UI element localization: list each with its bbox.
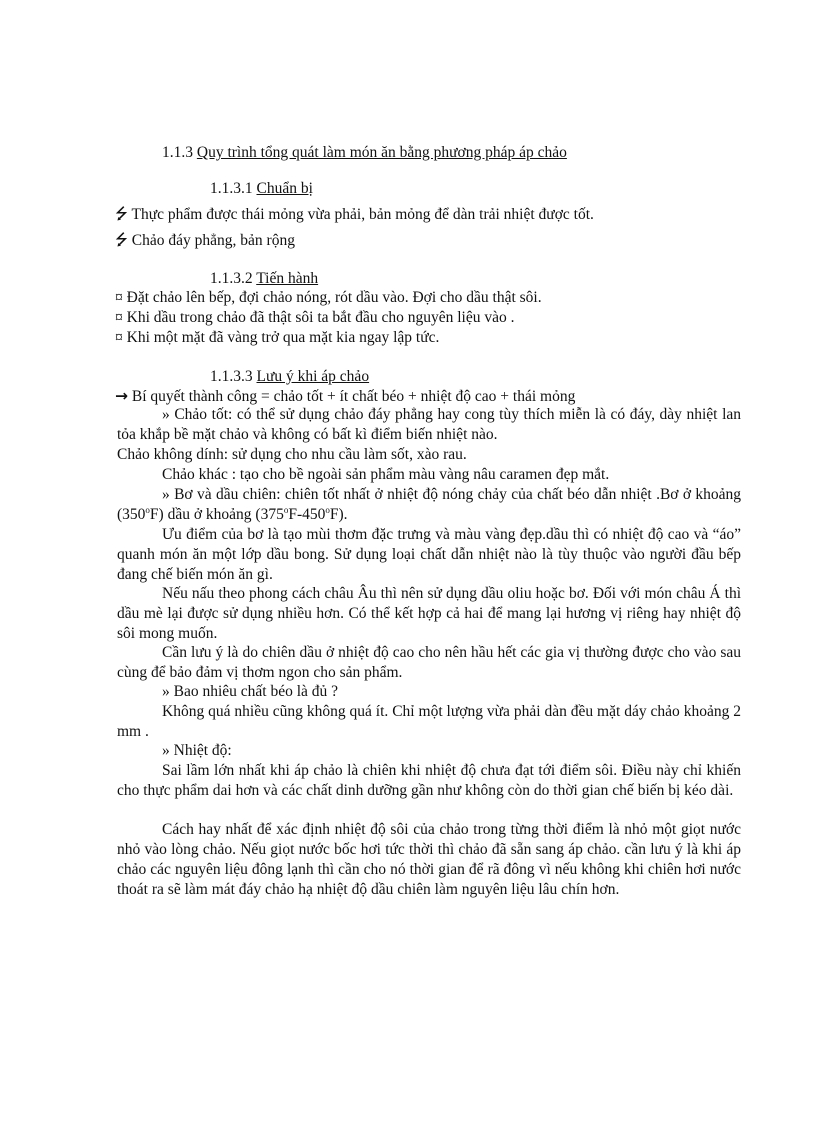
process-item-text: Khi dầu trong chảo đã thật sôi ta bắt đầu cho nguyên liệu vào . (126, 309, 515, 326)
process-item-text: Khi một mặt đã vàng trở qua mặt kia ngay lập tức. (126, 329, 440, 346)
pan-good-paragraph: » Chảo tốt: có thể sử dụng chảo đáy phẳng hay cong tùy thích miễn là có đáy, dày nhiệt lan tỏa khắp bề mặt chảo và không có bất kì điểm biến nhiệt nào. (117, 406, 741, 443)
section-title: Quy trình tổng quát làm món ăn bằng phương pháp áp chảo (196, 144, 567, 161)
fat-answer-paragraph: Không quá nhiều cũng không quá ít. Chỉ một lượng vừa phải dàn đều mặt dáy chảo khoảng 2 mm . (117, 703, 741, 740)
prep-title: Chuẩn bị (256, 180, 313, 197)
pan-nonstick-text: Chảo không dính: sử dụng cho nhu cầu làm sốt, xào rau. (117, 446, 467, 463)
section-heading (162, 143, 567, 163)
degree-mark: o (325, 504, 330, 515)
temperature-mistake-paragraph: Sai lầm lớn nhất khi áp chảo là chiên khi nhiệt độ chưa đạt tới điểm sôi. Điều này chỉ khiến cho thực phẩm dai hơn và các chất dinh dưỡng gần như không còn do thời gian chế biến bị kéo dài. (117, 762, 741, 799)
section-number: 1.1.3 (162, 144, 193, 161)
bullet-currency-icon: ¤ (115, 309, 123, 326)
success-formula (115, 386, 575, 407)
butter-oil-text-b: F) dầu ở khoảng (375 (149, 506, 284, 523)
prep-number: 1.1.3.1 (210, 180, 253, 197)
butter-advantage-paragraph: Ưu điểm của bơ là tạo mùi thơm đặc trưng và màu vàng đẹp.dầu thì có nhiệt độ cao và “áo” quanh món ăn một lớp dầu bong. Sử dụng loại chất dẫn nhiệt nào là tùy thuộc vào người đầu bếp đang chế biến món ăn gì. (117, 526, 741, 583)
process-item (115, 328, 439, 348)
butter-oil-paragraph (117, 485, 741, 525)
right-arrow-icon: → (115, 387, 128, 405)
process-item (115, 308, 514, 328)
butter-oil-text-c: F-450 (288, 506, 326, 523)
spice-note-paragraph: Cần lưu ý là do chiên dầu ở nhiệt độ cao cho nên hầu hết các gia vị thường được cho vào sau cùng để bảo đảm vị thơm ngon cho sản phẩm. (117, 644, 741, 681)
fat-question: » Bao nhiêu chất béo là đủ ? (162, 683, 339, 700)
process-item (115, 288, 542, 308)
notes-number: 1.1.3.3 (210, 368, 253, 385)
notes-heading (210, 367, 369, 387)
process-item-text: Đặt chảo lên bếp, đợi chảo nóng, rót dầu vào. Đợi cho dầu thật sôi. (126, 289, 542, 306)
bullet-arrow-icon: ⭍ (115, 232, 128, 249)
process-title: Tiến hành (256, 270, 319, 287)
degree-mark: o (283, 504, 289, 515)
pan-other-text: Chảo khác : tạo cho bề ngoài sản phẩm màu vàng nâu caramen đẹp mắt. (162, 466, 610, 483)
prep-heading (210, 179, 313, 199)
temperature-check-paragraph: Cách hay nhất để xác định nhiệt độ sôi của chảo trong từng thời điểm là nhỏ một giọt nước nhỏ vào lòng chảo. Nếu giọt nước bốc hơi tức thời thì chảo đã sẵn sang áp chảo. cần lưu ý là khi áp chảo các nguyên liệu đông lạnh thì cần cho nó thời gian để rã đông vì nếu không khi chiên hơi nước thoát ra sẽ làm mát đáy chảo hạ nhiệt độ dầu chiên làm nguyên liệu lâu chín hơn. (117, 821, 741, 898)
prep-item-text: Chảo đáy phẳng, bản rộng (131, 232, 295, 249)
butter-oil-text-d: F). (329, 506, 348, 523)
degree-mark: o (145, 504, 150, 515)
butter-oil-text-a: » Bơ và dầu chiên: chiên tốt nhất ở nhiệt độ nóng chảy của chất béo dẫn nhiệt .Bơ ở khoảng (350 (117, 486, 741, 523)
temperature-label: » Nhiệt độ: (162, 742, 232, 759)
formula-text: Bí quyết thành công = chảo tốt + ít chất béo + nhiệt độ cao + thái mỏng (131, 388, 576, 405)
bullet-currency-icon: ¤ (115, 289, 123, 306)
bullet-currency-icon: ¤ (115, 329, 123, 346)
euro-asia-paragraph: Nếu nấu theo phong cách châu Âu thì nên sử dụng dầu oliu hoặc bơ. Đối với món châu Á thì dầu mè lại được sử dụng nhiều hơn. Có thể kết hợp cả hai để mang lại hương vị riêng hay nhiệt độ sôi mong muốn. (117, 585, 741, 642)
prep-item-text: Thực phẩm được thái mỏng vừa phải, bản mỏng để dàn trải nhiệt được tốt. (131, 206, 594, 223)
process-heading (210, 269, 318, 289)
prep-item (115, 205, 594, 225)
process-number: 1.1.3.2 (210, 270, 253, 287)
bullet-arrow-icon: ⭍ (115, 206, 128, 223)
notes-title: Lưu ý khi áp chảo (256, 368, 370, 385)
prep-item (115, 231, 295, 251)
